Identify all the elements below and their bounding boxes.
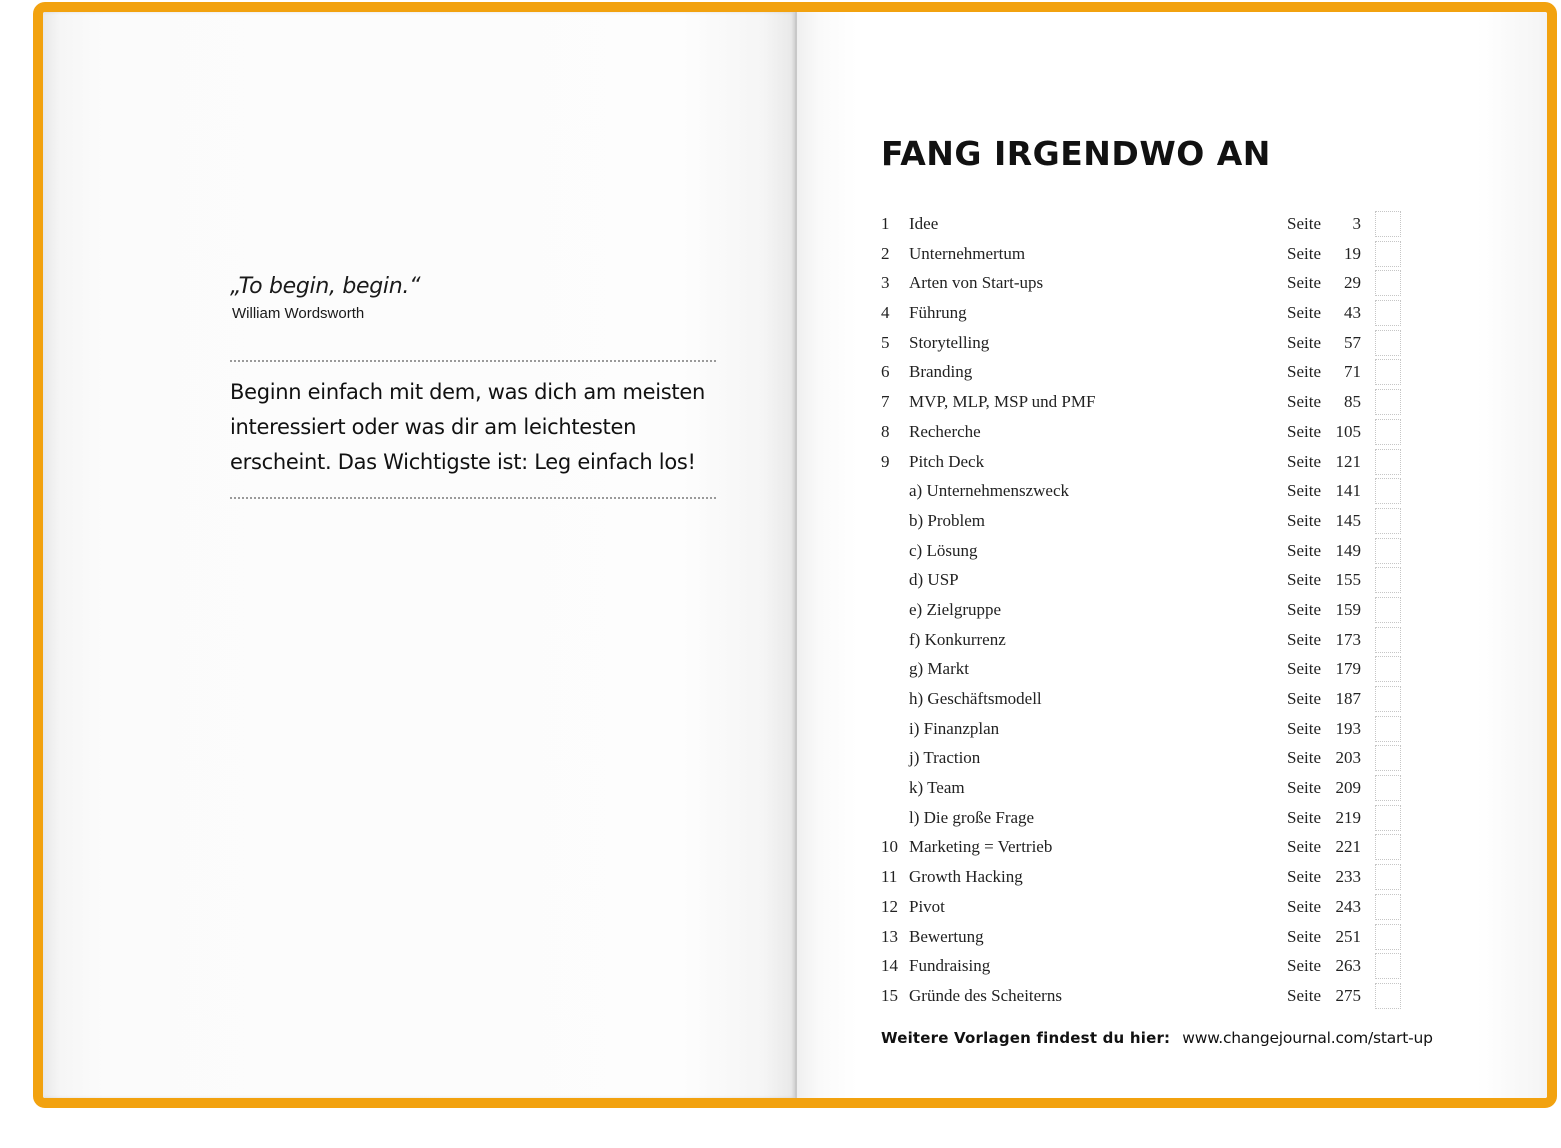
toc-label: Recherche [909,421,981,441]
toc-page-label: Seite [1287,718,1321,738]
toc-page-number: 209 [1335,778,1361,798]
toc-entry [881,387,1401,417]
table-of-contents [881,209,1401,1011]
toc-checkbox[interactable] [1375,805,1401,831]
toc-label: g) Markt [909,659,969,679]
toc-label: a) Unternehmenszweck [909,481,1070,501]
toc-entry [881,981,1401,1011]
toc-entry [881,951,1401,981]
toc-page-number: 179 [1335,659,1361,679]
toc-number: 1 [881,214,890,233]
toc-page-label: Seite [1287,570,1321,590]
right-page [797,12,1547,1098]
toc-entry [881,476,1401,506]
toc-entry [881,773,1401,803]
toc-number: 11 [881,867,898,887]
toc-checkbox[interactable] [1375,211,1401,237]
toc-number: 2 [881,243,890,263]
toc-page-label: Seite [1287,807,1321,827]
toc-page-label: Seite [1287,926,1321,946]
toc-label: f) Konkurrenz [909,629,1006,649]
toc-page-number: 159 [1335,599,1361,619]
toc-checkbox[interactable] [1375,745,1401,771]
toc-entry [881,328,1401,358]
toc-entry [881,536,1401,566]
toc-label: h) Geschäftsmodell [909,689,1042,708]
toc-page-number: 3 [1352,214,1361,233]
toc-label: Pivot [909,896,945,916]
toc-page-label: Seite [1287,392,1321,412]
toc-page-number: 43 [1344,303,1361,323]
toc-entry [881,684,1401,714]
toc-label: Arten von Start-ups [909,273,1044,293]
toc-label: Marketing = Vertrieb [909,837,1053,857]
toc-page-label: Seite [1287,956,1321,976]
toc-number: 7 [881,392,890,412]
divider-bottom [230,497,716,499]
toc-page-label: Seite [1287,510,1321,530]
toc-page-number: 121 [1335,451,1361,471]
toc-number: 9 [881,451,890,471]
toc-checkbox[interactable] [1375,627,1401,653]
toc-page-label: Seite [1287,214,1321,233]
toc-label: b) Problem [909,510,986,530]
toc-page-number: 275 [1335,985,1361,1005]
toc-label: c) Lösung [909,540,978,560]
toc-entry [881,922,1401,952]
toc-entry [881,506,1401,536]
toc-page-number: 155 [1335,570,1361,590]
toc-entry [881,654,1401,684]
toc-checkbox[interactable] [1375,508,1401,534]
toc-page-label: Seite [1287,451,1321,471]
toc-number: 10 [881,837,898,857]
footer-url[interactable]: www.changejournal.com/start-up [1182,1029,1433,1047]
toc-page-label: Seite [1287,629,1321,649]
footer-label: Weitere Vorlagen findest du hier: [881,1029,1171,1047]
left-page [43,12,795,1098]
toc-label: Idee [909,214,939,233]
toc-label: i) Finanzplan [909,718,1000,738]
toc-checkbox[interactable] [1375,924,1401,950]
toc-checkbox[interactable] [1375,894,1401,920]
toc-checkbox[interactable] [1375,449,1401,475]
toc-page-number: 233 [1335,867,1361,887]
toc-page-label: Seite [1287,303,1321,323]
toc-entry [881,625,1401,655]
toc-page-label: Seite [1287,896,1321,916]
book-frame [33,2,1557,1108]
toc-page-label: Seite [1287,362,1321,382]
toc-entry [881,417,1401,447]
toc-number: 8 [881,421,890,441]
toc-page-number: 149 [1335,540,1361,560]
toc-label: MVP, MLP, MSP und PMF [909,392,1096,412]
toc-page-label: Seite [1287,867,1321,887]
toc-page-label: Seite [1287,837,1321,857]
toc-entry [881,862,1401,892]
toc-page-number: 57 [1344,332,1361,352]
toc-label: Branding [909,362,973,382]
toc-label: Unternehmertum [909,243,1026,263]
toc-page-number: 243 [1335,896,1361,916]
toc-entry [881,239,1401,269]
toc-checkbox[interactable] [1375,775,1401,801]
toc-label: Pitch Deck [909,451,985,471]
toc-entry [881,298,1401,328]
toc-checkbox[interactable] [1375,300,1401,326]
toc-number: 15 [881,985,898,1005]
toc-checkbox[interactable] [1375,241,1401,267]
toc-page-number: 187 [1335,689,1361,708]
toc-entry [881,268,1401,298]
toc-label: l) Die große Frage [909,807,1035,827]
toc-entry [881,892,1401,922]
toc-checkbox[interactable] [1375,864,1401,890]
toc-checkbox[interactable] [1375,567,1401,593]
toc-page-label: Seite [1287,778,1321,798]
toc-entry [881,209,1401,239]
toc-page-number: 219 [1335,807,1361,827]
toc-checkbox[interactable] [1375,834,1401,860]
toc-entry [881,714,1401,744]
divider-top [230,360,716,362]
toc-checkbox[interactable] [1375,686,1401,712]
toc-page-number: 221 [1335,837,1361,857]
toc-page-number: 29 [1344,273,1361,293]
toc-label: Gründe des Scheiterns [909,985,1062,1005]
toc-entry [881,357,1401,387]
toc-label: Growth Hacking [909,867,1023,887]
toc-checkbox[interactable] [1375,597,1401,623]
toc-entry [881,743,1401,773]
toc-page-number: 263 [1335,956,1361,976]
toc-checkbox[interactable] [1375,270,1401,296]
footer [881,1029,1433,1048]
toc-page-number: 141 [1335,481,1361,501]
toc-checkbox[interactable] [1375,359,1401,385]
quote-author: William Wordsworth [232,305,365,322]
toc-number: 13 [881,926,898,946]
toc-checkbox[interactable] [1375,953,1401,979]
toc-checkbox[interactable] [1375,330,1401,356]
toc-page-label: Seite [1287,540,1321,560]
toc-label: Bewertung [909,926,984,946]
toc-page-label: Seite [1287,689,1321,708]
toc-number: 3 [881,273,890,293]
toc-label: k) Team [909,778,965,798]
toc-entry [881,595,1401,625]
toc-label: Fundraising [909,956,991,976]
toc-page-number: 71 [1344,362,1361,382]
toc-page-label: Seite [1287,273,1321,293]
toc-checkbox[interactable] [1375,538,1401,564]
toc-page-label: Seite [1287,481,1321,501]
intro-text: Beginn einfach mit dem, was dich am meisten interessiert oder was dir am leichtesten erscheint. Das Wichtigste ist: Leg einfach los! [230,380,705,474]
toc-number: 4 [881,303,890,323]
toc-checkbox[interactable] [1375,419,1401,445]
toc-checkbox[interactable] [1375,656,1401,682]
toc-page-label: Seite [1287,659,1321,679]
toc-page-label: Seite [1287,243,1321,263]
toc-label: e) Zielgruppe [909,599,1002,619]
toc-page-number: 85 [1344,392,1361,412]
quote: „To begin, begin.“ [230,274,421,299]
toc-number: 6 [881,362,890,382]
toc-entry [881,565,1401,595]
toc-entry [881,832,1401,862]
toc-page-number: 105 [1335,421,1361,441]
toc-checkbox[interactable] [1375,716,1401,742]
toc-page-label: Seite [1287,332,1321,352]
toc-label: d) USP [909,570,959,590]
toc-checkbox[interactable] [1375,983,1401,1009]
toc-page-label: Seite [1287,985,1321,1005]
page-title: FANG IRGENDWO AN [881,134,1271,173]
toc-page-label: Seite [1287,421,1321,441]
toc-label: Storytelling [909,332,990,352]
toc-page-label: Seite [1287,599,1321,619]
toc-page-number: 193 [1335,718,1361,738]
toc-number: 14 [881,956,898,976]
toc-page-number: 203 [1335,748,1361,768]
toc-page-number: 251 [1335,926,1361,946]
toc-number: 5 [881,332,890,352]
toc-label: Führung [909,303,967,323]
toc-entry [881,447,1401,477]
toc-label: j) Traction [909,748,981,768]
toc-checkbox[interactable] [1375,478,1401,504]
toc-number: 12 [881,896,898,916]
toc-entry [881,803,1401,833]
toc-page-label: Seite [1287,748,1321,768]
toc-checkbox[interactable] [1375,389,1401,415]
toc-page-number: 19 [1344,243,1361,263]
toc-page-number: 173 [1335,629,1361,649]
toc-page-number: 145 [1335,510,1361,530]
